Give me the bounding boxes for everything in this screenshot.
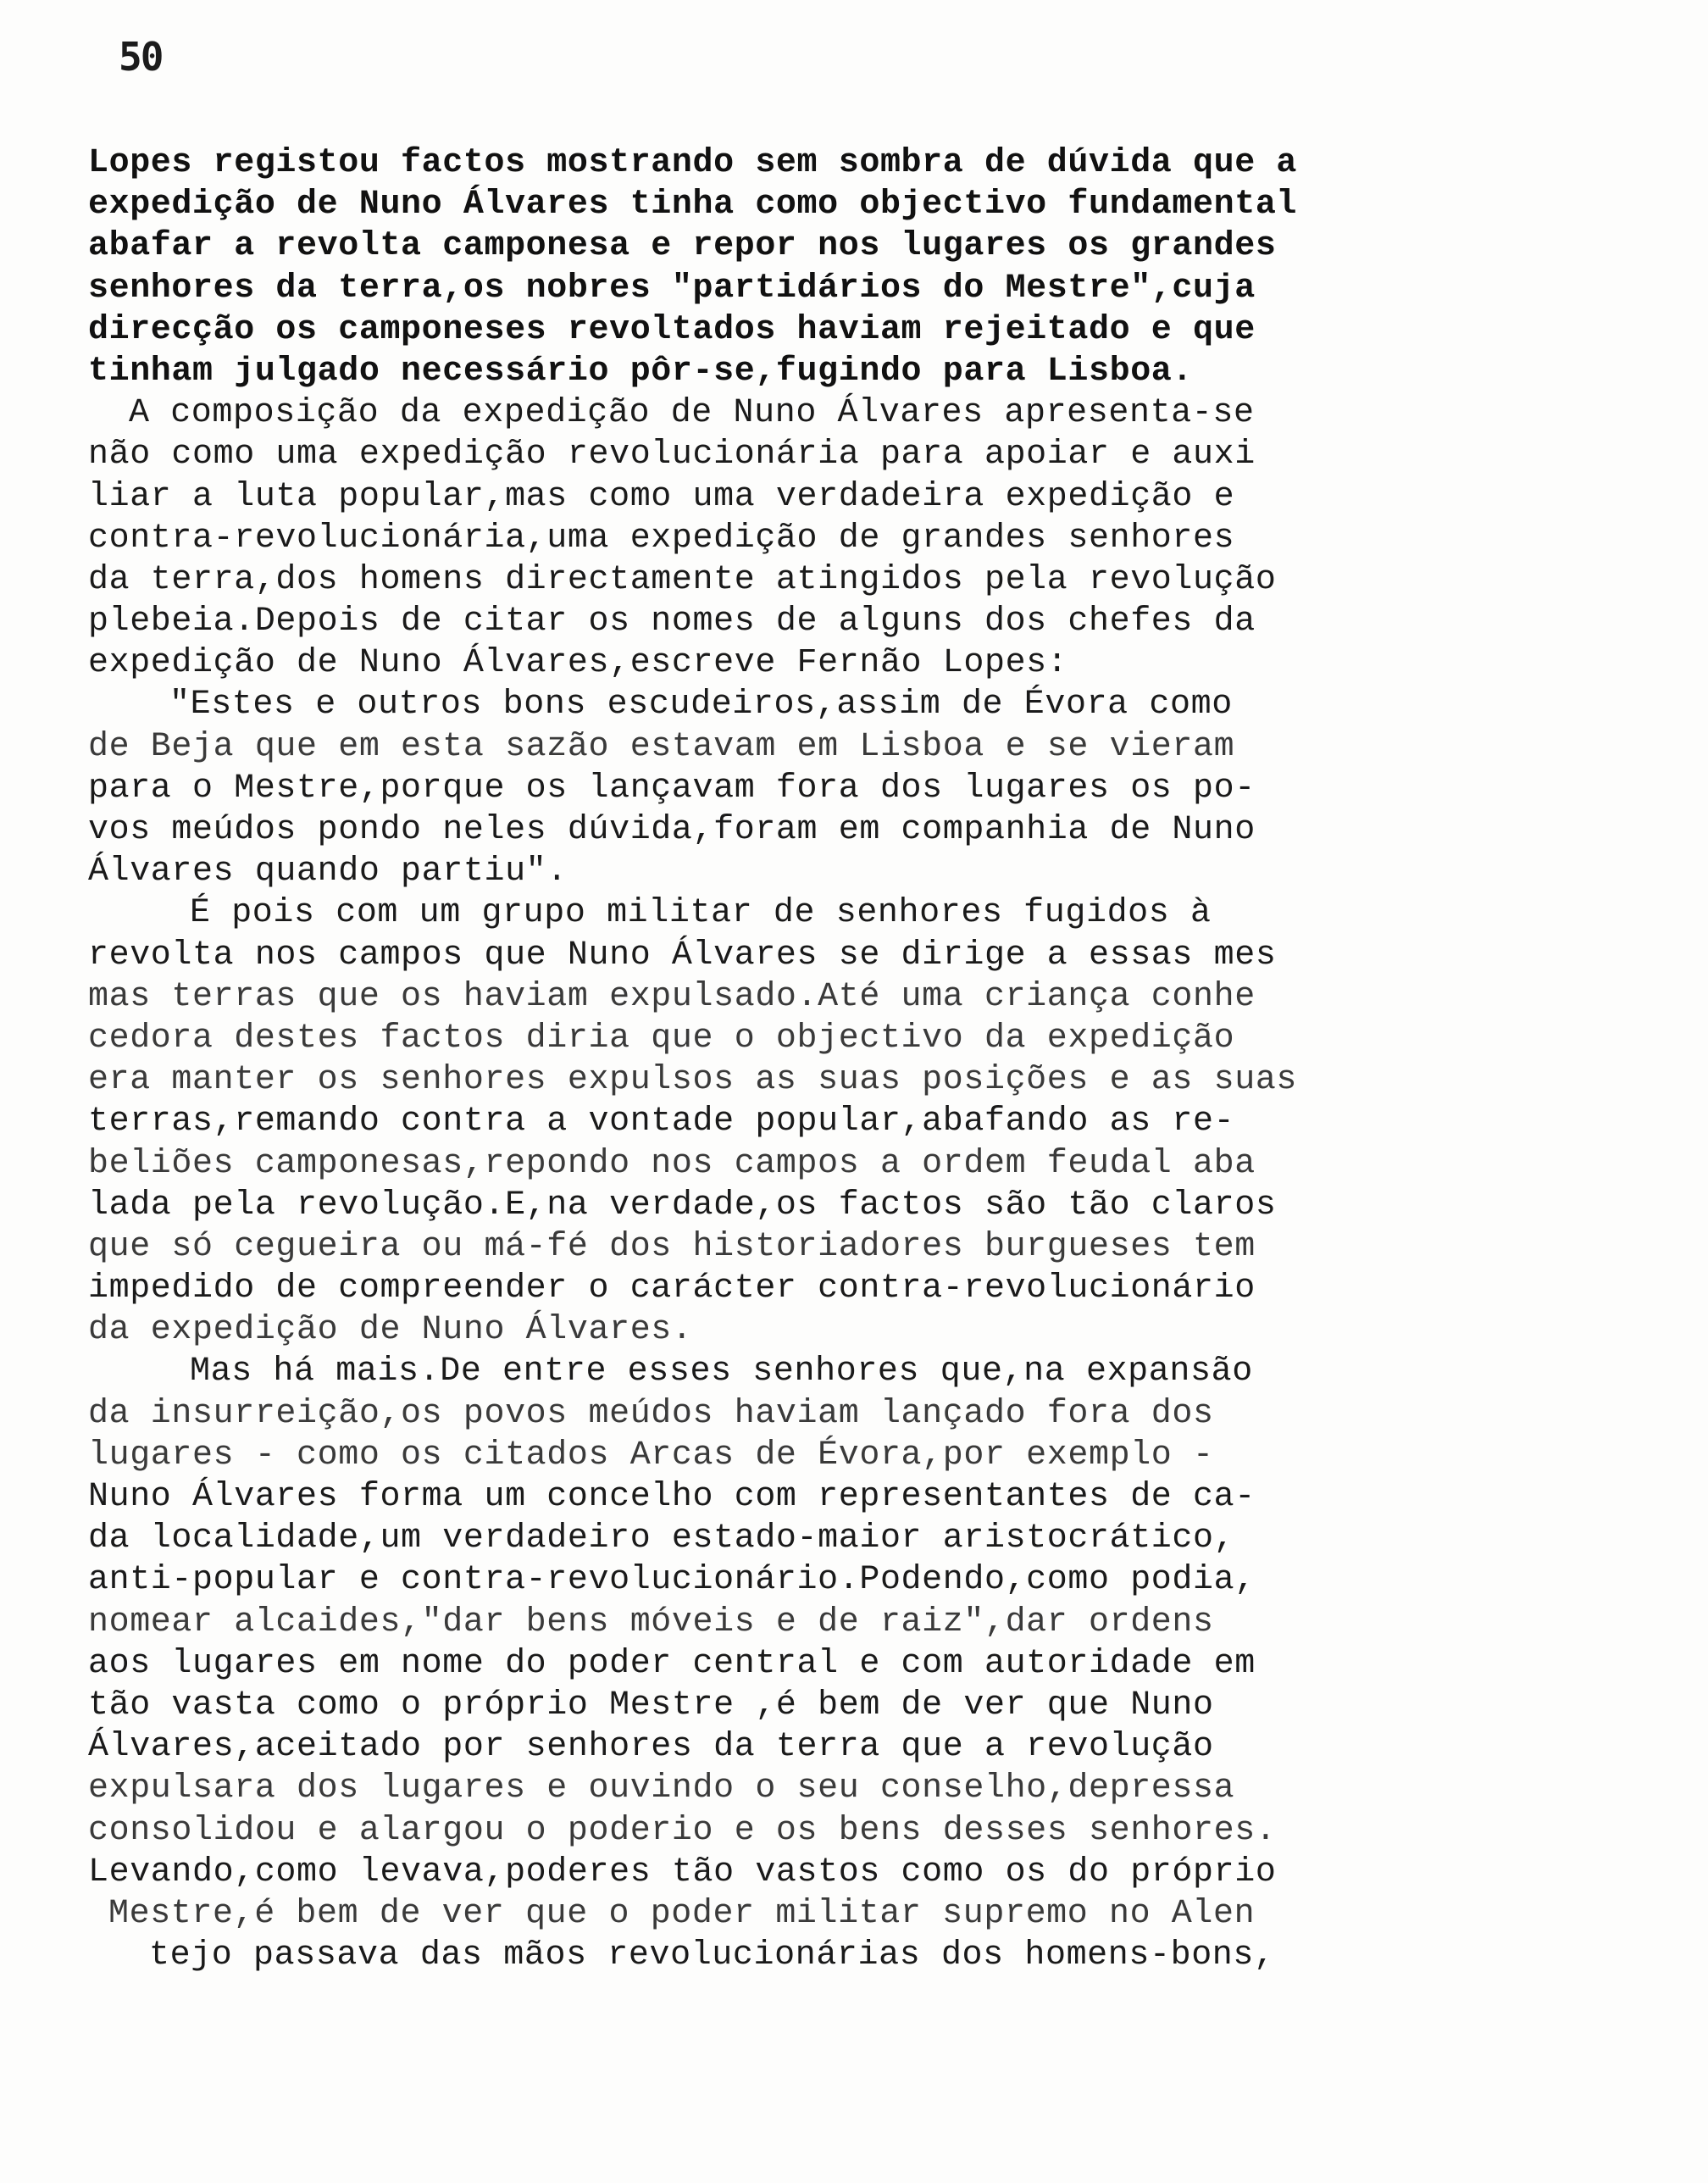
text-line: vos meúdos pondo neles dúvida,foram em companhia de Nuno — [88, 811, 1256, 849]
text-line: Álvares quando partiu". — [88, 853, 568, 892]
text-line: cedora destes factos diria que o objectivo da expedição — [88, 1019, 1235, 1058]
text-line: consolidou e alargou o poderio e os bens desses senhores. — [88, 1811, 1277, 1850]
text-line: plebeia.Depois de citar os nomes de alguns dos chefes da — [88, 603, 1256, 642]
text-line: da insurreição,os povos meúdos haviam lançado fora dos — [88, 1394, 1214, 1433]
text-line: que só cegueira ou má-fé dos historiadores burgueses tem — [88, 1227, 1256, 1266]
text-line: abafar a revolta camponesa e repor nos lugares os grandes — [88, 227, 1277, 266]
text-line: da expedição de Nuno Álvares. — [88, 1311, 693, 1350]
text-line: Álvares,aceitado por senhores da terra que a revolução — [88, 1728, 1214, 1767]
text-line: da terra,dos homens directamente atingidos pela revolução — [88, 560, 1277, 599]
text-line: de Beja que em esta sazão estavam em Lisboa e se vieram — [88, 727, 1235, 766]
text-line: Lopes registou factos mostrando sem sombra de dúvida que a — [88, 144, 1298, 182]
text-line: tão vasta como o próprio Mestre ,é bem de ver que Nuno — [88, 1686, 1214, 1725]
text-line: da localidade,um verdadeiro estado-maior aristocrático, — [88, 1519, 1235, 1558]
page-number: 50 — [119, 34, 163, 80]
text-line: liar a luta popular,mas como uma verdadeira expedição e — [88, 477, 1235, 516]
text-line: É pois com um grupo militar de senhores fugidos à — [190, 894, 1212, 933]
text-line: "Estes e outros bons escudeiros,assim de Évora como — [169, 686, 1233, 725]
text-line: para o Mestre,porque os lançavam fora dos lugares os po- — [88, 769, 1256, 808]
text-line: expedição de Nuno Álvares,escreve Fernão Lopes: — [88, 644, 1068, 683]
body-text — [88, 142, 1698, 1976]
text-line: nomear alcaides,"dar bens móveis e de raiz",dar ordens — [88, 1603, 1214, 1641]
text-line: aos lugares em nome do poder central e com autoridade em — [88, 1644, 1256, 1683]
text-line: não como uma expedição revolucionária para apoiar e auxi — [88, 436, 1256, 475]
text-line: direcção os camponeses revoltados haviam rejeitado e que — [88, 310, 1256, 349]
text-line: Nuno Álvares forma um concelho com representantes de ca- — [88, 1478, 1256, 1516]
text-line: impedido de compreender o carácter contra-revolucionário — [88, 1269, 1256, 1308]
text-line: Mas há mais.De entre esses senhores que,na expansão — [190, 1353, 1253, 1391]
text-line: expedição de Nuno Álvares tinha como objectivo fundamental — [88, 186, 1298, 225]
text-line: terras,remando contra a vontade popular,abafando as re- — [88, 1103, 1235, 1141]
text-line: expulsara dos lugares e ouvindo o seu conselho,depressa — [88, 1769, 1235, 1808]
text-line: anti-popular e contra-revolucionário.Podendo,como podia, — [88, 1561, 1256, 1600]
text-line: tejo passava das mãos revolucionárias dos homens-bons, — [149, 1936, 1275, 1975]
text-line: tinham julgado necessário pôr-se,fugindo para Lisboa. — [88, 352, 1194, 391]
text-line: beliões camponesas,repondo nos campos a ordem feudal aba — [88, 1144, 1256, 1183]
text-line: Levando,como levava,poderes tão vastos como os do próprio — [88, 1852, 1277, 1891]
text-line: revolta nos campos que Nuno Álvares se dirige a essas mes — [88, 936, 1277, 975]
text-line: mas terras que os haviam expulsado.Até uma criança conhe — [88, 977, 1256, 1016]
text-line: era manter os senhores expulsos as suas posições e as suas — [88, 1061, 1298, 1100]
text-line: lugares - como os citados Arcas de Évora,por exemplo - — [88, 1436, 1214, 1475]
text-line: contra-revolucionária,uma expedição de grandes senhores — [88, 519, 1235, 558]
text-line: A composição da expedição de Nuno Álvares apresenta-se — [129, 394, 1255, 433]
text-line: lada pela revolução.E,na verdade,os factos são tão claros — [88, 1186, 1277, 1225]
text-line: Mestre,é bem de ver que o poder militar supremo no Alen — [108, 1894, 1256, 1933]
text-line: senhores da terra,os nobres "partidários do Mestre",cuja — [88, 269, 1256, 308]
